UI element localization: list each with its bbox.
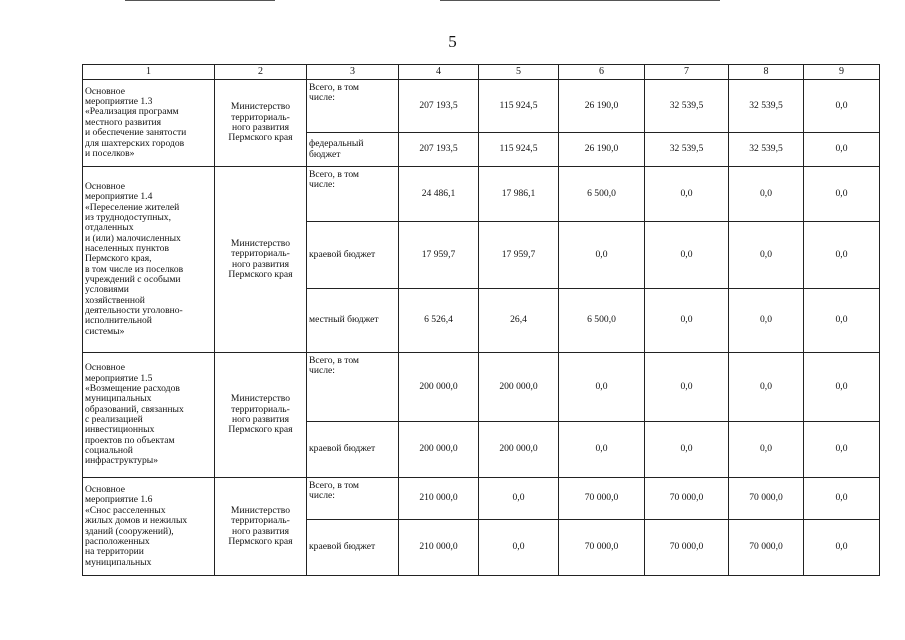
executor-cell: Министерство территориаль- ного развития Пермского края — [215, 80, 307, 167]
page-number: 5 — [448, 32, 457, 51]
value-cell: 210 000,0 — [399, 478, 479, 520]
source-cell: Всего, в том числе: — [307, 478, 399, 520]
value-cell: 0,0 — [729, 289, 804, 353]
header-cell: 3 — [307, 65, 399, 80]
value-cell: 207 193,5 — [399, 133, 479, 167]
value-cell: 0,0 — [645, 289, 729, 353]
value-cell: 0,0 — [729, 222, 804, 289]
value-cell: 0,0 — [804, 422, 880, 478]
value-cell: 200 000,0 — [399, 353, 479, 422]
source-cell: краевой бюджет — [307, 422, 399, 478]
value-cell: 0,0 — [804, 80, 880, 133]
source-cell: Всего, в том числе: — [307, 167, 399, 222]
value-cell: 17 986,1 — [479, 167, 559, 222]
value-cell: 115 924,5 — [479, 133, 559, 167]
value-cell: 70 000,0 — [645, 520, 729, 576]
header-cell: 1 — [83, 65, 215, 80]
executor-cell: Министерство территориаль- ного развития Пермского края — [215, 353, 307, 478]
value-cell: 0,0 — [645, 167, 729, 222]
value-cell: 0,0 — [729, 353, 804, 422]
event-cell-1-6: Основное мероприятие 1.6 «Снос расселенных жилых домов и нежилых зданий (сооружений), расположенных на территории муниципальных — [83, 478, 215, 576]
header-cell: 6 — [559, 65, 645, 80]
value-cell: 32 539,5 — [729, 133, 804, 167]
source-cell: Всего, в том числе: — [307, 353, 399, 422]
value-cell: 0,0 — [559, 353, 645, 422]
value-cell: 200 000,0 — [399, 422, 479, 478]
header-cell: 4 — [399, 65, 479, 80]
value-cell: 200 000,0 — [479, 422, 559, 478]
value-cell: 0,0 — [804, 167, 880, 222]
header-cell: 9 — [804, 65, 880, 80]
source-cell: краевой бюджет — [307, 520, 399, 576]
source-cell: краевой бюджет — [307, 222, 399, 289]
value-cell: 26 190,0 — [559, 80, 645, 133]
header-cell: 2 — [215, 65, 307, 80]
value-cell: 0,0 — [804, 478, 880, 520]
value-cell: 0,0 — [804, 289, 880, 353]
source-cell: федеральный бюджет — [307, 133, 399, 167]
budget-table — [82, 64, 880, 576]
value-cell: 70 000,0 — [729, 478, 804, 520]
event-cell-1-3: Основное мероприятие 1.3 «Реализация программ местного развития и обеспечение занятости для шахтерских городов и поселков» — [83, 80, 215, 167]
value-cell: 207 193,5 — [399, 80, 479, 133]
value-cell: 70 000,0 — [645, 478, 729, 520]
value-cell: 0,0 — [645, 422, 729, 478]
value-cell: 200 000,0 — [479, 353, 559, 422]
value-cell: 70 000,0 — [559, 520, 645, 576]
source-cell: местный бюджет — [307, 289, 399, 353]
value-cell: 6 500,0 — [559, 167, 645, 222]
value-cell: 32 539,5 — [645, 80, 729, 133]
event-cell-1-4: Основное мероприятие 1.4 «Переселение жителей из труднодоступных, отдаленных и (или) малочисленных населенных пунктов Пермского края, в том числе из поселков учреждений с особыми условиями хозяйственной деятельности уголовно- исполнительной системы» — [83, 167, 215, 353]
value-cell: 17 959,7 — [479, 222, 559, 289]
value-cell: 0,0 — [479, 520, 559, 576]
value-cell: 0,0 — [645, 353, 729, 422]
executor-cell: Министерство территориаль- ного развития Пермского края — [215, 478, 307, 576]
table-row — [83, 167, 880, 222]
header-cell: 8 — [729, 65, 804, 80]
value-cell: 0,0 — [804, 520, 880, 576]
table-row — [83, 478, 880, 520]
value-cell: 0,0 — [479, 478, 559, 520]
value-cell: 26,4 — [479, 289, 559, 353]
value-cell: 115 924,5 — [479, 80, 559, 133]
top-rule-left — [125, 0, 275, 1]
top-rule-right — [440, 0, 720, 1]
value-cell: 24 486,1 — [399, 167, 479, 222]
table-row — [83, 353, 880, 422]
value-cell: 6 500,0 — [559, 289, 645, 353]
header-cell: 7 — [645, 65, 729, 80]
executor-cell: Министерство территориаль- ного развития Пермского края — [215, 167, 307, 353]
value-cell: 26 190,0 — [559, 133, 645, 167]
source-cell: Всего, в том числе: — [307, 80, 399, 133]
value-cell: 0,0 — [804, 353, 880, 422]
value-cell: 0,0 — [729, 422, 804, 478]
value-cell: 6 526,4 — [399, 289, 479, 353]
value-cell: 17 959,7 — [399, 222, 479, 289]
value-cell: 32 539,5 — [645, 133, 729, 167]
table-row — [83, 80, 880, 133]
header-cell: 5 — [479, 65, 559, 80]
value-cell: 32 539,5 — [729, 80, 804, 133]
header-row — [83, 65, 880, 80]
value-cell: 210 000,0 — [399, 520, 479, 576]
value-cell: 0,0 — [559, 422, 645, 478]
event-cell-1-5: Основное мероприятие 1.5 «Возмещение расходов муниципальных образований, связанных с реализацией инвестиционных проектов по объектам социальной инфраструктуры» — [83, 353, 215, 478]
value-cell: 0,0 — [804, 222, 880, 289]
value-cell: 0,0 — [645, 222, 729, 289]
value-cell: 70 000,0 — [729, 520, 804, 576]
value-cell: 70 000,0 — [559, 478, 645, 520]
value-cell: 0,0 — [559, 222, 645, 289]
value-cell: 0,0 — [804, 133, 880, 167]
value-cell: 0,0 — [729, 167, 804, 222]
